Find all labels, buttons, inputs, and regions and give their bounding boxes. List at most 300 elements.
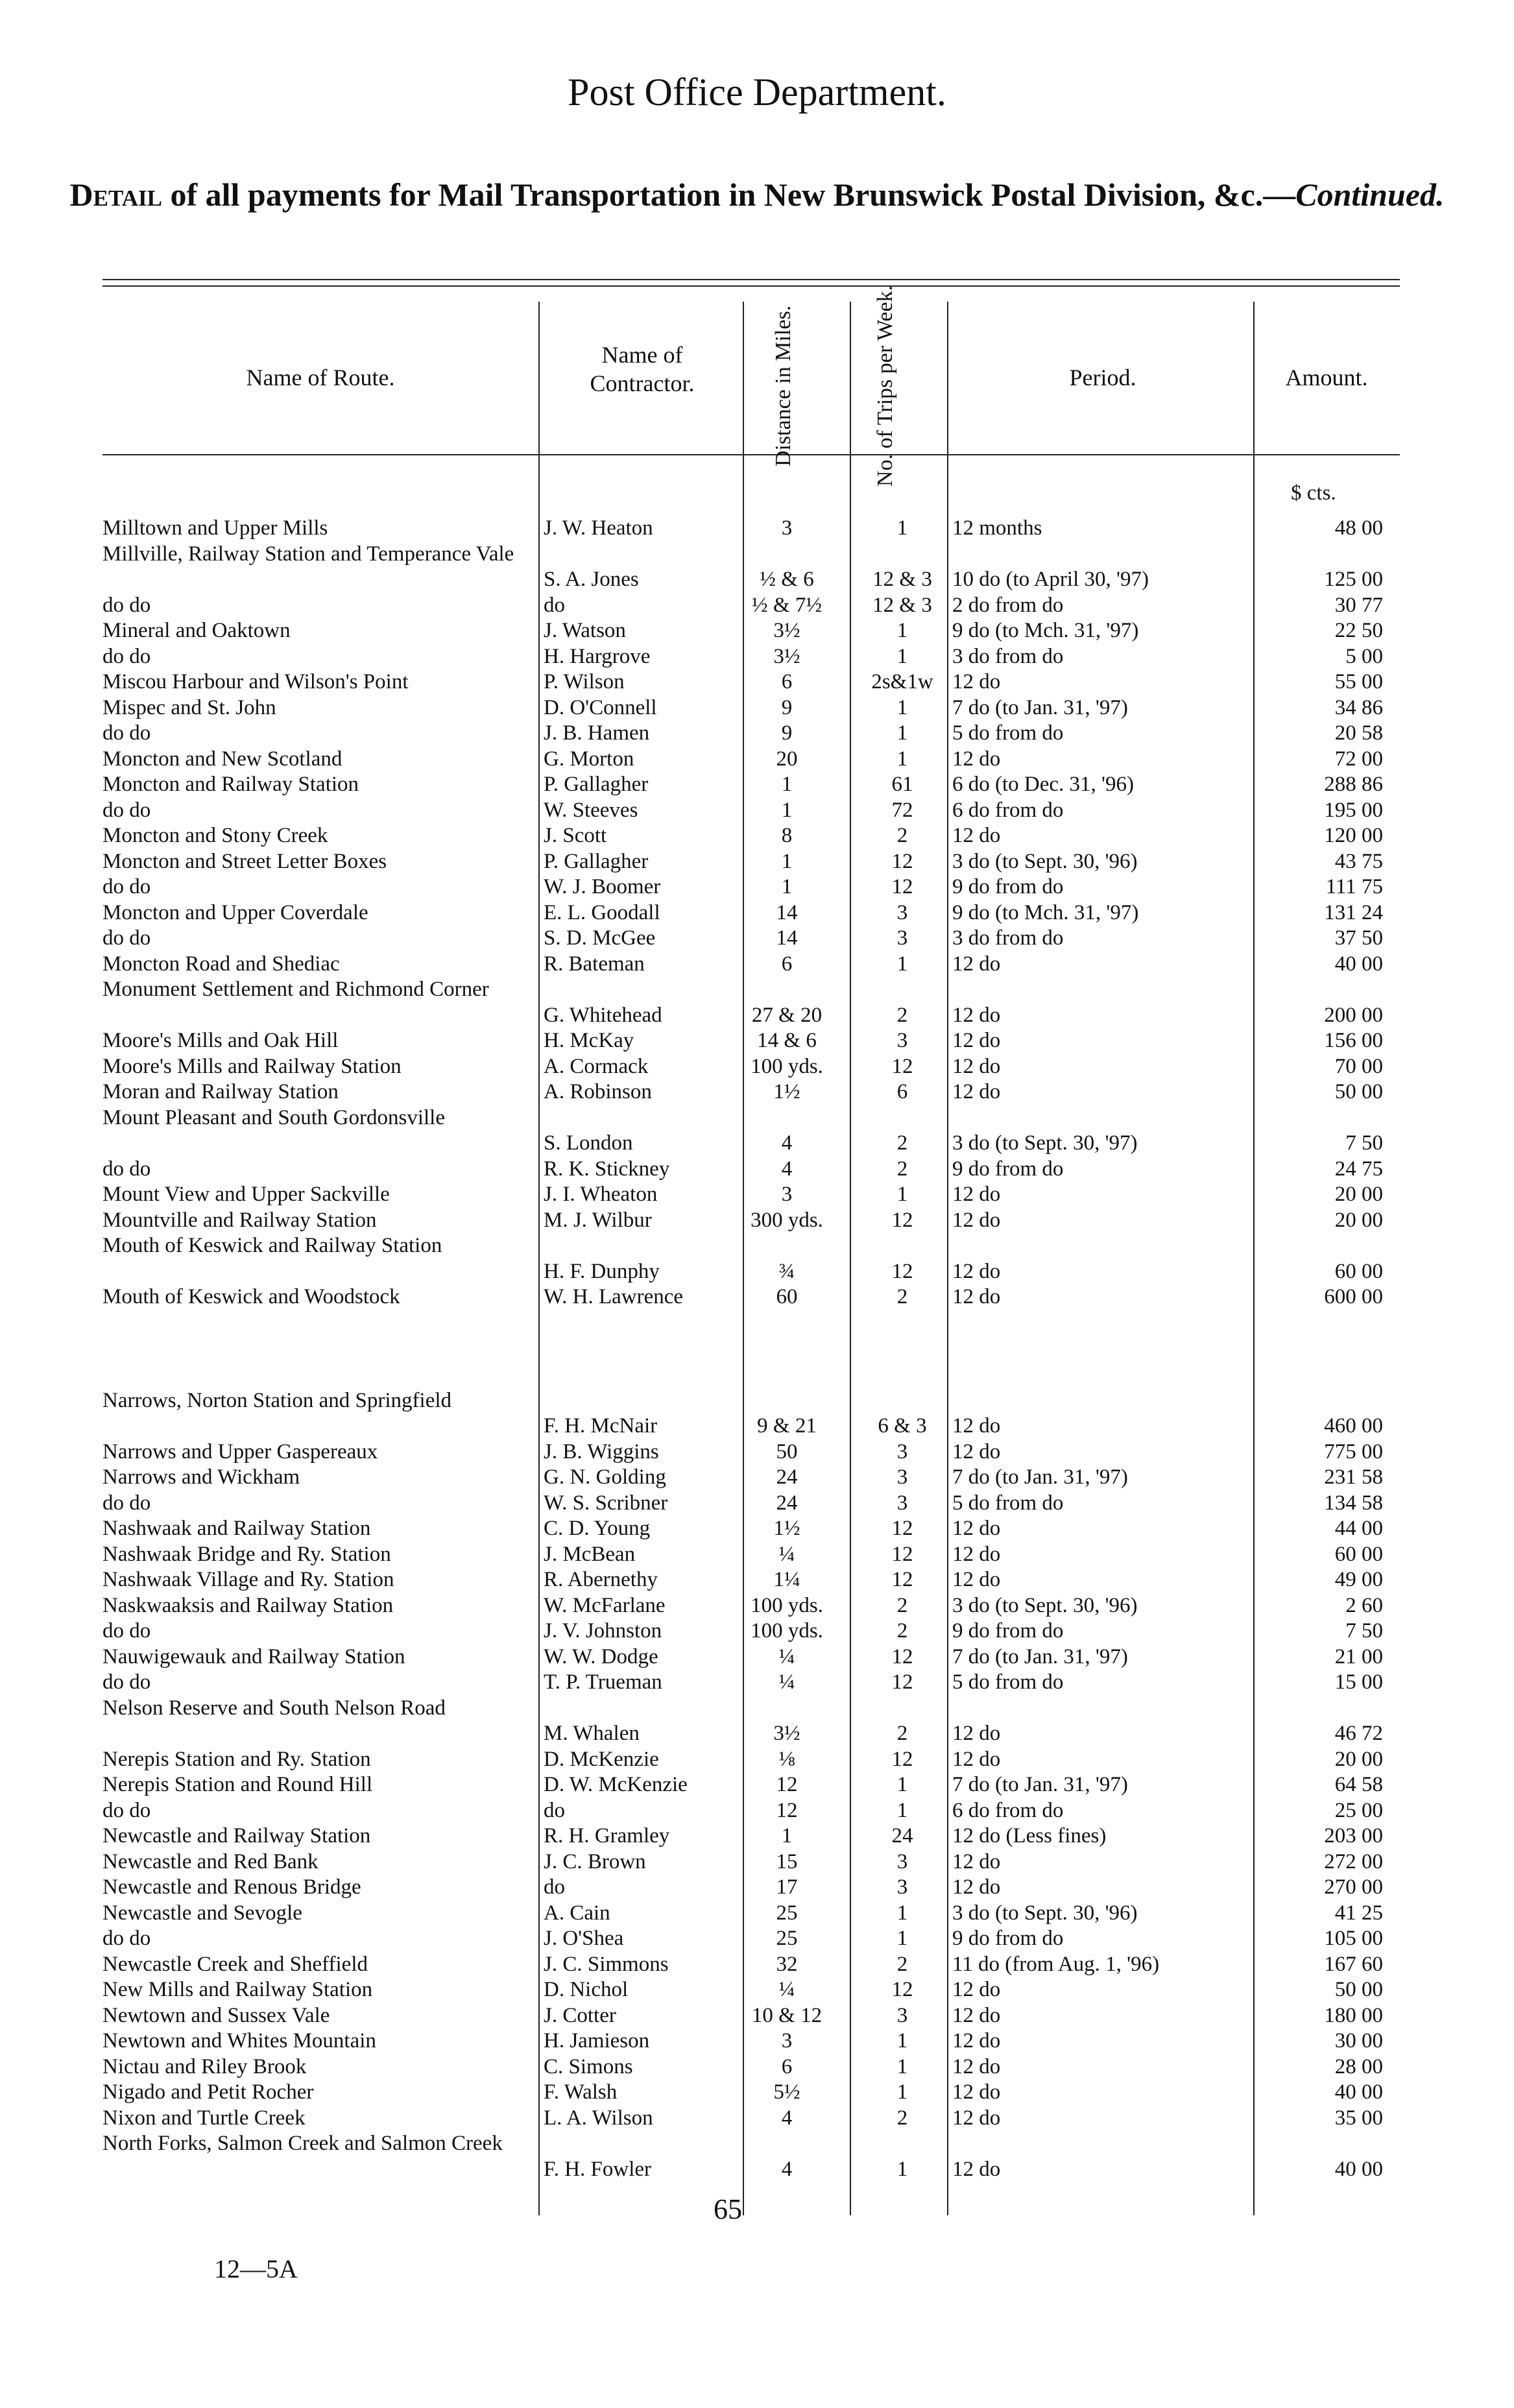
period-cell: 12 do [952, 1439, 1001, 1463]
trips-cell: 1 [896, 1183, 908, 1206]
distance-cell: 1 [781, 849, 793, 873]
amount-cell: 30 77 [1334, 593, 1383, 617]
period-cell: 3 do from do [952, 644, 1064, 668]
period-cell: 12 do [952, 1259, 1001, 1283]
route-cell: Narrows and Upper Gaspereaux [102, 1439, 378, 1463]
contractor-cell: J. Scott [544, 824, 607, 847]
contractor-cell: S. D. McGee [544, 926, 656, 950]
period-cell: 12 do [952, 1978, 1001, 2001]
distance-cell: 25 [776, 1927, 798, 1950]
amount-cell: 272 00 [1324, 1849, 1383, 1873]
period-cell: 12 do [952, 1080, 1001, 1103]
distance-cell: ¾ [778, 1259, 795, 1283]
route-cell: do do [102, 721, 151, 745]
trips-cell: 1 [896, 1773, 908, 1796]
period-cell: 3 do (to Sept. 30, '96) [952, 1901, 1138, 1925]
contractor-cell: F. Walsh [544, 2080, 618, 2104]
contractor-cell: W. Steeves [544, 798, 638, 822]
amount-cell: 600 00 [1324, 1285, 1383, 1308]
period-cell: 12 do [952, 1722, 1001, 1745]
trips-cell: 61 [891, 773, 913, 796]
amount-cell: 37 50 [1334, 926, 1383, 950]
period-cell: 12 do [952, 670, 1001, 693]
distance-cell: 3 [781, 516, 793, 540]
amount-cell: 7 50 [1345, 1619, 1383, 1643]
distance-cell: 4 [781, 2106, 793, 2130]
trips-cell: 12 [891, 1208, 913, 1232]
amount-cell: 40 00 [1334, 952, 1383, 976]
route-cell: Mountville and Railway Station [102, 1208, 377, 1232]
amount-cell: 20 00 [1334, 1208, 1383, 1232]
period-cell: 3 do (to Sept. 30, '96) [952, 1593, 1138, 1617]
contractor-cell: M. J. Wilbur [544, 1208, 652, 1232]
distance-cell: 4 [781, 1131, 793, 1155]
trips-cell: 6 [896, 1080, 908, 1103]
route-cell: Nictau and Riley Brook [102, 2054, 307, 2078]
trips-cell: 3 [896, 2003, 908, 2027]
contractor-cell: do [544, 1798, 565, 1822]
distance-cell: ⅛ [778, 1747, 795, 1771]
contractor-cell: J. C. Brown [544, 1849, 646, 1873]
period-cell: 7 do (to Jan. 31, '97) [952, 695, 1128, 719]
period-cell: 12 do [952, 1285, 1001, 1308]
period-cell: 7 do (to Jan. 31, '97) [952, 1465, 1128, 1489]
distance-cell: 60 [776, 1285, 798, 1308]
contractor-cell: W. J. Boomer [544, 875, 661, 898]
route-cell: Monument Settlement and Richmond Corner [102, 978, 489, 1001]
route-cell: Milltown and Upper Mills [102, 516, 328, 540]
contractor-cell: G. Whitehead [544, 1003, 662, 1027]
contractor-cell: J. Watson [544, 619, 626, 642]
amount-cell: 34 86 [1334, 695, 1383, 719]
trips-cell: 6 & 3 [878, 1414, 927, 1438]
trips-cell: 3 [896, 900, 908, 924]
route-cell: Moncton and Street Letter Boxes [102, 849, 387, 873]
trips-cell: 72 [891, 798, 913, 822]
period-cell: 9 do from do [952, 1927, 1064, 1950]
trips-cell: 2 [896, 1952, 908, 1976]
period-cell: 12 do [952, 1414, 1001, 1438]
amount-cell: 134 58 [1324, 1491, 1383, 1515]
contractor-cell: P. Gallagher [544, 849, 649, 873]
trips-cell: 1 [896, 2029, 908, 2053]
route-cell: Mount View and Upper Sackville [102, 1183, 390, 1206]
period-cell: 12 do [952, 1003, 1001, 1027]
period-cell: 12 do [952, 1054, 1001, 1078]
amount-cell: 44 00 [1334, 1517, 1383, 1540]
col-distance-header: Distance in Miles. [771, 305, 795, 467]
period-cell: 12 do [952, 1208, 1001, 1232]
trips-cell: 12 [891, 1259, 913, 1283]
amount-cell: 41 25 [1334, 1901, 1383, 1925]
route-cell: Newtown and Whites Mountain [102, 2029, 376, 2053]
contractor-cell: A. Robinson [544, 1080, 652, 1103]
distance-cell: 1½ [773, 1517, 800, 1540]
contractor-cell: W. W. Dodge [544, 1644, 658, 1668]
period-cell: 7 do (to Jan. 31, '97) [952, 1644, 1128, 1668]
route-cell: Nashwaak Bridge and Ry. Station [102, 1542, 391, 1566]
distance-cell: 4 [781, 1157, 793, 1181]
route-cell: Nashwaak Village and Ry. Station [102, 1568, 394, 1591]
amount-cell: 775 00 [1324, 1439, 1383, 1463]
distance-cell: 1¼ [773, 1568, 800, 1591]
amount-cell: 15 00 [1334, 1670, 1383, 1694]
trips-cell: 3 [896, 1849, 908, 1873]
trips-cell: 12 & 3 [872, 593, 932, 617]
caption-detail: Detail [69, 176, 162, 213]
trips-cell: 1 [896, 721, 908, 745]
amount-cell: 111 75 [1325, 875, 1383, 898]
distance-cell: 3 [781, 2029, 793, 2053]
distance-cell: 9 [781, 695, 793, 719]
trips-cell: 2 [896, 824, 908, 847]
trips-cell: 12 & 3 [872, 568, 932, 591]
amount-cell: 35 00 [1334, 2106, 1383, 2130]
route-cell: Nixon and Turtle Creek [102, 2106, 306, 2130]
route-cell: Nelson Reserve and South Nelson Road [102, 1696, 446, 1720]
period-cell: 11 do (from Aug. 1, '96) [952, 1952, 1160, 1976]
top-rule-inner [102, 285, 1400, 287]
route-cell: do do [102, 1619, 151, 1643]
amount-cell: 43 75 [1334, 849, 1383, 873]
amount-cell: 55 00 [1334, 670, 1383, 693]
trips-cell: 12 [891, 1517, 913, 1540]
amount-cell: 288 86 [1324, 773, 1383, 796]
route-cell: Miscou Harbour and Wilson's Point [102, 670, 409, 693]
contractor-cell: A. Cain [544, 1901, 610, 1925]
trips-cell: 2 [896, 1722, 908, 1745]
column-divider [1253, 302, 1255, 2215]
period-cell: 12 do [952, 2003, 1001, 2027]
route-cell: Moncton and New Scotland [102, 747, 342, 771]
amount-cell: 21 00 [1334, 1644, 1383, 1668]
amount-cell: 25 00 [1334, 1798, 1383, 1822]
period-cell: 12 do [952, 1183, 1001, 1206]
column-divider [538, 302, 540, 2215]
period-cell: 9 do (to Mch. 31, '97) [952, 619, 1139, 642]
trips-cell: 3 [896, 1491, 908, 1515]
amount-cell: 5 00 [1345, 644, 1383, 668]
amount-cell: 105 00 [1324, 1927, 1383, 1950]
route-cell: Mount Pleasant and South Gordonsville [102, 1105, 445, 1129]
route-cell: North Forks, Salmon Creek and Salmon Creek [102, 2132, 503, 2155]
route-cell: do do [102, 1157, 151, 1181]
amount-cell: 120 00 [1324, 824, 1383, 847]
amount-cell: 46 72 [1334, 1722, 1383, 1745]
amount-cell: 131 24 [1324, 900, 1383, 924]
contractor-cell: D. Nichol [544, 1978, 629, 2001]
period-cell: 6 do from do [952, 1798, 1064, 1822]
amount-cell: 20 00 [1334, 1747, 1383, 1771]
top-rule [102, 279, 1400, 280]
distance-cell: 15 [776, 1849, 798, 1873]
contractor-cell: H. Hargrove [544, 644, 651, 668]
trips-cell: 2 [896, 1003, 908, 1027]
period-cell: 3 do (to Sept. 30, '97) [952, 1131, 1138, 1155]
contractor-cell: G. Morton [544, 747, 634, 771]
amount-cell: 180 00 [1324, 2003, 1383, 2027]
period-cell: 12 do [952, 1517, 1001, 1540]
amount-cell: 60 00 [1334, 1542, 1383, 1566]
period-cell: 3 do (to Sept. 30, '96) [952, 849, 1138, 873]
contractor-cell: D. W. McKenzie [544, 1773, 688, 1796]
route-cell: Mouth of Keswick and Railway Station [102, 1234, 442, 1257]
route-cell: Newcastle and Red Bank [102, 1849, 318, 1873]
route-cell: do do [102, 926, 151, 950]
trips-cell: 12 [891, 1747, 913, 1771]
contractor-cell: E. L. Goodall [544, 900, 660, 924]
trips-cell: 12 [891, 1054, 913, 1078]
period-cell: 12 do [952, 2157, 1001, 2181]
amount-cell: 22 50 [1334, 619, 1383, 642]
period-cell: 12 do [952, 2054, 1001, 2078]
amount-cell: 200 00 [1324, 1003, 1383, 1027]
trips-cell: 1 [896, 695, 908, 719]
distance-cell: 1½ [773, 1080, 800, 1103]
period-cell: 6 do (to Dec. 31, '96) [952, 773, 1134, 796]
route-cell: Moore's Mills and Railway Station [102, 1054, 402, 1078]
distance-cell: 3½ [773, 644, 800, 668]
period-cell: 5 do from do [952, 1670, 1064, 1694]
contractor-cell: R. Abernethy [544, 1568, 658, 1591]
trips-cell: 3 [896, 1465, 908, 1489]
caption-continued: Continued. [1295, 176, 1445, 213]
route-cell: do do [102, 798, 151, 822]
period-cell: 12 do [952, 747, 1001, 771]
period-cell: 12 do [952, 1875, 1001, 1899]
contractor-cell: J. I. Wheaton [544, 1183, 658, 1206]
amount-cell: 270 00 [1324, 1875, 1383, 1899]
distance-cell: ¼ [778, 1670, 795, 1694]
page-title: Post Office Department. [568, 71, 946, 114]
trips-cell: 1 [896, 619, 908, 642]
period-cell: 3 do from do [952, 926, 1064, 950]
trips-cell: 2 [896, 1285, 908, 1308]
trips-cell: 1 [896, 1798, 908, 1822]
period-cell: 12 months [952, 516, 1042, 540]
distance-cell: 50 [776, 1439, 798, 1463]
trips-cell: 1 [896, 952, 908, 976]
trips-cell: 1 [896, 1927, 908, 1950]
table-caption [0, 170, 1514, 219]
contractor-cell: J. McBean [544, 1542, 636, 1566]
contractor-cell: J. W. Heaton [544, 516, 653, 540]
trips-cell: 2 [896, 2106, 908, 2130]
period-cell: 5 do from do [952, 1491, 1064, 1515]
trips-cell: 12 [891, 1644, 913, 1668]
distance-cell: 12 [776, 1798, 798, 1822]
contractor-cell: J. B. Hamen [544, 721, 650, 745]
contractor-cell: S. London [544, 1131, 633, 1155]
contractor-cell: W. H. Lawrence [544, 1285, 684, 1308]
trips-cell: 12 [891, 1670, 913, 1694]
distance-cell: 1 [781, 773, 793, 796]
distance-cell: ¼ [778, 1542, 795, 1566]
distance-cell: 17 [776, 1875, 798, 1899]
route-cell: Newcastle and Renous Bridge [102, 1875, 361, 1899]
contractor-cell: do [544, 1875, 565, 1899]
trips-cell: 2 [896, 1619, 908, 1643]
trips-cell: 1 [896, 2054, 908, 2078]
route-cell: Newcastle and Sevogle [102, 1901, 302, 1925]
contractor-cell: S. A. Jones [544, 568, 639, 591]
distance-cell: 100 yds. [751, 1054, 823, 1078]
distance-cell: 3 [781, 1183, 793, 1206]
route-cell: Narrows, Norton Station and Springfield [102, 1388, 452, 1412]
col-route-header: Name of Route. [246, 365, 395, 391]
route-cell: do do [102, 1927, 151, 1950]
period-cell: 9 do (to Mch. 31, '97) [952, 900, 1139, 924]
trips-cell: 12 [891, 1978, 913, 2001]
contractor-cell: H. F. Dunphy [544, 1259, 660, 1283]
period-cell: 10 do (to April 30, '97) [952, 568, 1149, 591]
contractor-cell: P. Wilson [544, 670, 625, 693]
period-cell: 12 do [952, 2080, 1001, 2104]
contractor-cell: P. Gallagher [544, 773, 649, 796]
distance-cell: 1 [781, 1824, 793, 1848]
route-cell: Nerepis Station and Ry. Station [102, 1747, 371, 1771]
col-trips-header: No. of Trips per Week. [873, 285, 897, 487]
distance-cell: 6 [781, 2054, 793, 2078]
period-cell: 12 do [952, 1849, 1001, 1873]
contractor-cell: G. N. Golding [544, 1465, 666, 1489]
route-cell: Moran and Railway Station [102, 1080, 339, 1103]
header-rule [102, 454, 1400, 455]
trips-cell: 1 [896, 1901, 908, 1925]
distance-cell: 32 [776, 1952, 798, 1976]
route-cell: Nerepis Station and Round Hill [102, 1773, 373, 1796]
contractor-cell: W. McFarlane [544, 1593, 666, 1617]
contractor-cell: J. O'Shea [544, 1927, 624, 1950]
distance-cell: 8 [781, 824, 793, 847]
currency-units: $ cts. [1291, 481, 1336, 505]
distance-cell: 3½ [773, 1722, 800, 1745]
route-cell: New Mills and Railway Station [102, 1978, 373, 2001]
distance-cell: 12 [776, 1773, 798, 1796]
distance-cell: 9 & 21 [757, 1414, 817, 1438]
distance-cell: 9 [781, 721, 793, 745]
page-footer: 12—5A [214, 2254, 298, 2283]
route-cell: do do [102, 1491, 151, 1515]
col-amount-header: Amount. [1285, 365, 1368, 391]
period-cell: 12 do [952, 1029, 1001, 1052]
trips-cell: 12 [891, 1568, 913, 1591]
contractor-cell: J. B. Wiggins [544, 1439, 659, 1463]
distance-cell: 24 [776, 1491, 798, 1515]
amount-cell: 64 58 [1334, 1773, 1383, 1796]
trips-cell: 2 [896, 1593, 908, 1617]
route-cell: do do [102, 1798, 151, 1822]
route-cell: Mispec and St. John [102, 695, 276, 719]
distance-cell: 14 [776, 926, 798, 950]
trips-cell: 3 [896, 926, 908, 950]
route-cell: Newtown and Sussex Vale [102, 2003, 330, 2027]
distance-cell: 14 & 6 [757, 1029, 817, 1052]
trips-cell: 2s&1w [871, 670, 933, 693]
trips-cell: 12 [891, 875, 913, 898]
period-cell: 12 do (Less fines) [952, 1824, 1107, 1848]
period-cell: 12 do [952, 2106, 1001, 2130]
amount-cell: 40 00 [1334, 2080, 1383, 2104]
contractor-cell: R. K. Stickney [544, 1157, 670, 1181]
period-cell: 12 do [952, 1542, 1001, 1566]
distance-cell: 14 [776, 900, 798, 924]
route-cell: Newcastle Creek and Sheffield [102, 1952, 368, 1976]
contractor-cell: J. Cotter [544, 2003, 616, 2027]
trips-cell: 24 [891, 1824, 913, 1848]
amount-cell: 49 00 [1334, 1568, 1383, 1591]
amount-cell: 48 00 [1334, 516, 1383, 540]
contractor-cell: A. Cormack [544, 1054, 649, 1078]
contractor-cell: F. H. McNair [544, 1414, 658, 1438]
trips-cell: 1 [896, 747, 908, 771]
period-cell: 6 do from do [952, 798, 1064, 822]
distance-cell: 5½ [773, 2080, 800, 2104]
route-cell: Millville, Railway Station and Temperance Vale [102, 542, 514, 566]
route-cell: Nigado and Petit Rocher [102, 2080, 314, 2104]
contractor-cell: W. S. Scribner [544, 1491, 668, 1515]
trips-cell: 2 [896, 1157, 908, 1181]
amount-cell: 28 00 [1334, 2054, 1383, 2078]
trips-cell: 3 [896, 1875, 908, 1899]
route-cell: do do [102, 875, 151, 898]
amount-cell: 30 00 [1334, 2029, 1383, 2053]
amount-cell: 203 00 [1324, 1824, 1383, 1848]
route-cell: Nashwaak and Railway Station [102, 1517, 371, 1540]
period-cell: 9 do from do [952, 875, 1064, 898]
route-cell: Mineral and Oaktown [102, 619, 291, 642]
caption-main: of all payments for Mail Transportation in New Brunswick Postal Division, &c.— [162, 176, 1296, 213]
period-cell: 12 do [952, 1568, 1001, 1591]
trips-cell: 1 [896, 2080, 908, 2104]
distance-cell: 300 yds. [751, 1208, 823, 1232]
contractor-cell: J. C. Simmons [544, 1952, 669, 1976]
contractor-cell: T. P. Trueman [544, 1670, 662, 1694]
contractor-cell: F. H. Fowler [544, 2157, 652, 2181]
trips-cell: 3 [896, 1029, 908, 1052]
route-cell: Newcastle and Railway Station [102, 1824, 371, 1848]
contractor-cell: R. Bateman [544, 952, 645, 976]
contractor-cell: D. O'Connell [544, 695, 657, 719]
period-cell: 2 do from do [952, 593, 1064, 617]
route-cell: Mouth of Keswick and Woodstock [102, 1285, 400, 1308]
amount-cell: 60 00 [1334, 1259, 1383, 1283]
route-cell: do do [102, 593, 151, 617]
contractor-cell: H. McKay [544, 1029, 634, 1052]
amount-cell: 50 00 [1334, 1978, 1383, 2001]
contractor-cell: do [544, 593, 565, 617]
trips-cell: 2 [896, 1131, 908, 1155]
amount-cell: 24 75 [1334, 1157, 1383, 1181]
distance-cell: 3½ [773, 619, 800, 642]
contractor-cell: C. Simons [544, 2054, 633, 2078]
distance-cell: 27 & 20 [751, 1003, 823, 1027]
distance-cell: 1 [781, 875, 793, 898]
contractor-cell: L. A. Wilson [544, 2106, 653, 2130]
route-cell: do do [102, 644, 151, 668]
amount-cell: 460 00 [1324, 1414, 1383, 1438]
distance-cell: 6 [781, 670, 793, 693]
distance-cell: 100 yds. [751, 1593, 823, 1617]
contractor-cell: C. D. Young [544, 1517, 651, 1540]
col-period-header: Period. [1069, 365, 1136, 391]
distance-cell: 6 [781, 952, 793, 976]
period-cell: 12 do [952, 2029, 1001, 2053]
amount-cell: 2 60 [1345, 1593, 1383, 1617]
route-cell: Nauwigewauk and Railway Station [102, 1644, 405, 1668]
contractor-cell: R. H. Gramley [544, 1824, 670, 1848]
amount-cell: 50 00 [1334, 1080, 1383, 1103]
